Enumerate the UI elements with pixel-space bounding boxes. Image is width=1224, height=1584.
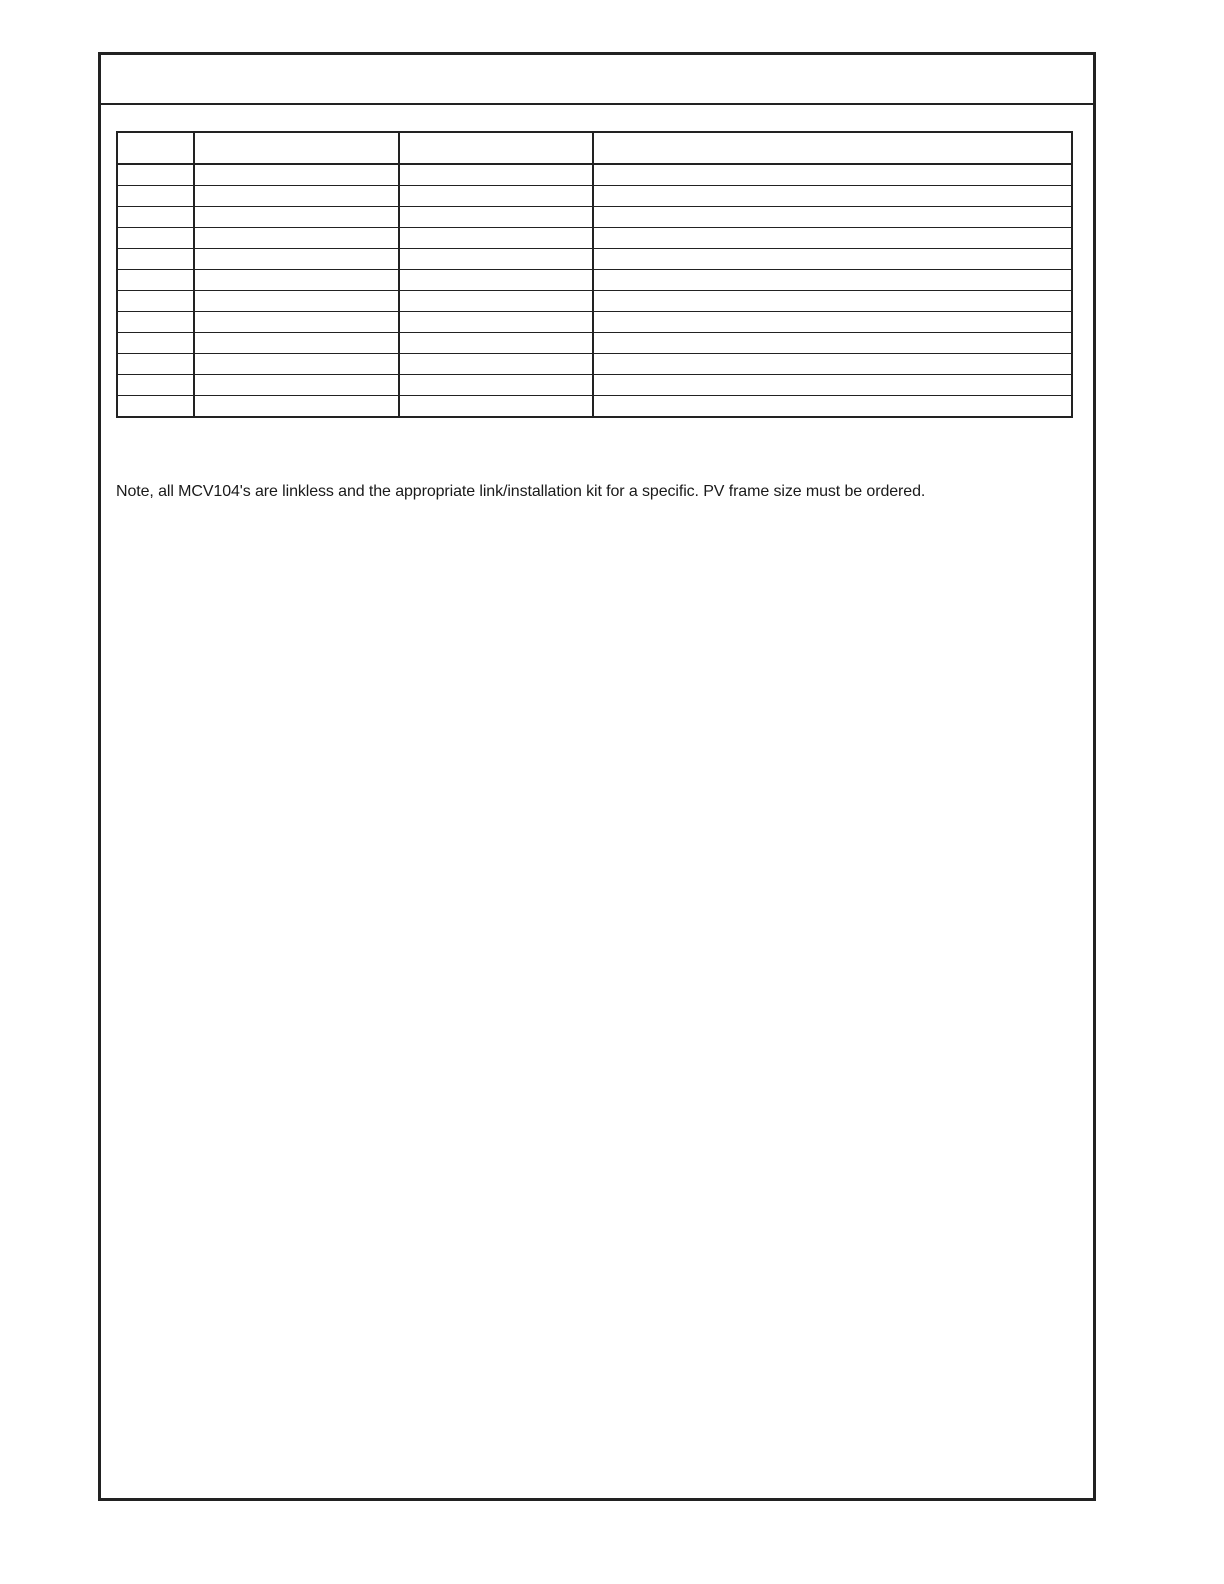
table-cell — [117, 186, 194, 207]
table-cell — [117, 396, 194, 418]
table-cell — [117, 249, 194, 270]
table-cell — [593, 312, 1072, 333]
title-bar — [101, 55, 1093, 105]
table-row — [117, 164, 1072, 186]
table-cell — [399, 207, 593, 228]
table-cell — [593, 396, 1072, 418]
table-cell — [194, 291, 399, 312]
table-cell — [117, 354, 194, 375]
table-row — [117, 291, 1072, 312]
table-cell — [593, 164, 1072, 186]
table-cell — [399, 333, 593, 354]
table-cell — [117, 333, 194, 354]
table-cell — [399, 396, 593, 418]
table-cell — [593, 207, 1072, 228]
table-cell — [117, 207, 194, 228]
table-cell — [593, 375, 1072, 396]
table-row — [117, 228, 1072, 249]
table-cell — [399, 270, 593, 291]
ordering-note: Note, all MCV104's are linkless and the appropriate link/installation kit for a specific. PV frame size must be ordered. — [116, 483, 926, 500]
table-cell — [399, 375, 593, 396]
table-cell — [194, 396, 399, 418]
table-cell — [117, 270, 194, 291]
table-cell — [399, 164, 593, 186]
table-cell — [593, 228, 1072, 249]
table-row — [117, 207, 1072, 228]
table-cell — [194, 375, 399, 396]
header-cell — [593, 132, 1072, 164]
table-header-row — [117, 132, 1072, 164]
table-cell — [117, 375, 194, 396]
table-cell — [194, 164, 399, 186]
table-cell — [117, 291, 194, 312]
table-cell — [194, 333, 399, 354]
table-cell — [593, 270, 1072, 291]
table-cell — [194, 312, 399, 333]
table-cell — [399, 354, 593, 375]
table-cell — [399, 228, 593, 249]
table-cell — [117, 164, 194, 186]
header-cell — [194, 132, 399, 164]
table-row — [117, 333, 1072, 354]
header-cell — [399, 132, 593, 164]
table-cell — [399, 249, 593, 270]
table-cell — [399, 291, 593, 312]
table-row — [117, 270, 1072, 291]
table-cell — [194, 270, 399, 291]
table-cell — [593, 354, 1072, 375]
table-row — [117, 249, 1072, 270]
table-cell — [194, 249, 399, 270]
page-frame — [98, 52, 1096, 1501]
table-cell — [593, 249, 1072, 270]
table-cell — [593, 333, 1072, 354]
table-cell — [117, 228, 194, 249]
table-row — [117, 375, 1072, 396]
table-row — [117, 312, 1072, 333]
table-cell — [194, 354, 399, 375]
table-cell — [194, 207, 399, 228]
table-cell — [593, 186, 1072, 207]
table-cell — [194, 228, 399, 249]
table-cell — [117, 312, 194, 333]
table-row — [117, 354, 1072, 375]
table-cell — [399, 312, 593, 333]
table-cell — [194, 186, 399, 207]
table-cell — [399, 186, 593, 207]
table-row — [117, 396, 1072, 418]
table-row — [117, 186, 1072, 207]
table-cell — [593, 291, 1072, 312]
parts-table — [116, 131, 1073, 418]
header-cell — [117, 132, 194, 164]
